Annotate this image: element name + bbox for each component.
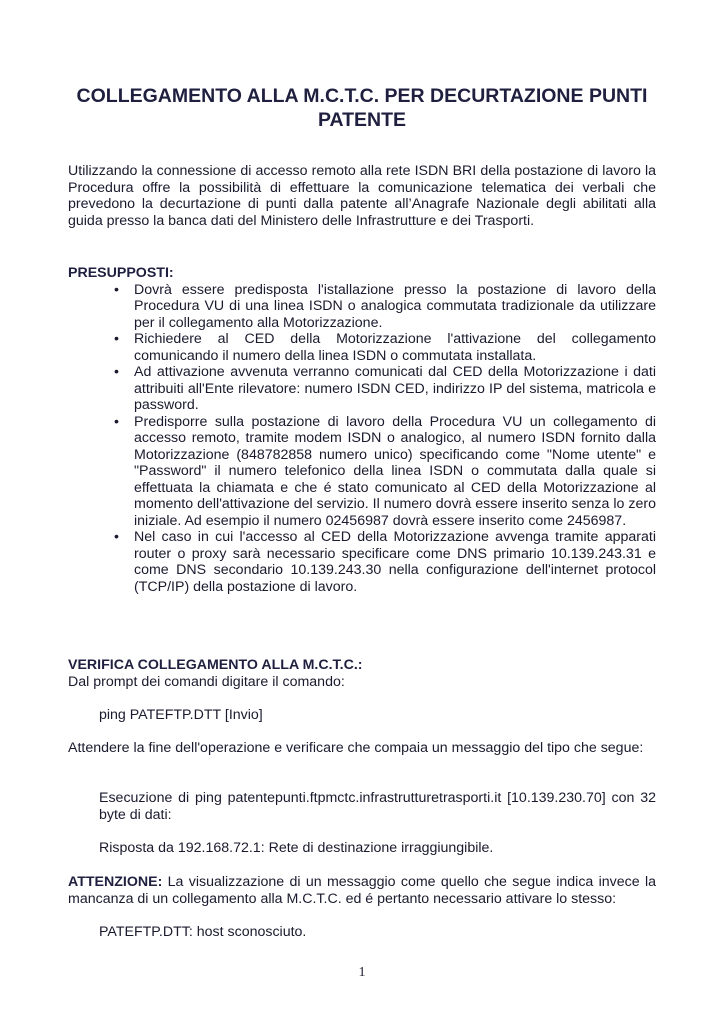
list-item xyxy=(68,364,656,414)
bullet-icon: • xyxy=(114,529,119,545)
intro-paragraph: Utilizzando la connessione di accesso remoto alla rete ISDN BRI della postazione di lavoro la Procedura offre la possibilità di effettuare la comunicazione telematica dei verbali che prevedono la decurtazione di punti dalla patente all’Anagrafe Nazionale degli abilitati alla guida presso la banca dati del Ministero delle Infrastrutture e dei Trasporti. xyxy=(68,163,656,229)
verifica-heading: VERIFICA COLLEGAMENTO ALLA M.C.T.C.: xyxy=(68,657,363,673)
attenzione-text: La visualizzazione di un messaggio come quello che segue indica invece la mancanza di un collegamento alla M.C.T.C. ed é pertanto necessario attivare lo stesso: xyxy=(68,874,656,907)
list-item xyxy=(68,529,656,595)
attenzione-label: ATTENZIONE: xyxy=(68,874,163,890)
presupposti-heading: PRESUPPOSTI: xyxy=(68,265,174,281)
list-item xyxy=(68,331,656,364)
bullet-icon: • xyxy=(114,413,119,430)
list-item-text: Nel caso in cui l'accesso al CED della Motorizzazione avvenga tramite apparati router o proxy sarà necessario specificare come DNS primario 10.139.243.31 e come DNS secondario 10.139.243.30 nella configurazione dell'internet protocol (TCP/IP) della postazione di lavoro. xyxy=(134,529,656,595)
list-item-text: Richiedere al CED della Motorizzazione l'attivazione del collegamento comunicando il numero della linea ISDN o commutata installata. xyxy=(134,331,656,364)
list-item-text: Dovrà essere predisposta l'istallazione presso la postazione di lavoro della Procedura VU di una linea ISDN o analogica commutata tradizionale da utilizzare per il collegamento alla Motorizzazione. xyxy=(134,281,656,331)
list-item xyxy=(68,414,656,530)
list-item-text: Predisporre sulla postazione di lavoro della Procedura VU un collegamento di accesso remoto, tramite modem ISDN o analogico, al numero ISDN fornito dalla Motorizzazione (848782858 numero unico) specificando come "Nome utente" e "Password" il numero telefonico della linea ISDN o commutata dalla quale si effettuata la chiamata e che é stato comunicato al CED della Motorizzazione al momento dell'attivazione del servizio. Il numero dovrà essere inserito senza lo zero iniziale. Ad esempio il numero 02456987 dovrà essere inserito come 2456987. xyxy=(134,413,656,529)
page-number: 1 xyxy=(358,965,366,980)
presupposti-section xyxy=(68,265,656,595)
verifica-text: Dal prompt dei comandi digitare il comando: xyxy=(68,673,345,690)
bullet-icon: • xyxy=(114,364,119,380)
bullet-icon: • xyxy=(114,331,119,347)
presupposti-list xyxy=(68,282,656,596)
ping-command: ping PATEFTP.DTT [Invio] xyxy=(99,707,263,723)
attendere-paragraph: Attendere la fine dell'operazione e verificare che compaia un messaggio del tipo che segue: xyxy=(68,740,644,756)
verifica-section xyxy=(68,657,656,690)
bullet-icon: • xyxy=(114,281,119,298)
esecuzione-output: Esecuzione di ping patentepunti.ftpmctc.infrastrutturetrasporti.it [10.139.230.70] con 32 byte di dati: xyxy=(99,790,656,823)
list-item-text: Ad attivazione avvenuta verranno comunicati dal CED della Motorizzazione i dati attribuiti all'Ente rilevatore: numero ISDN CED, indirizzo IP del sistema, matricola e password. xyxy=(134,364,656,413)
host-output: PATEFTP.DTT: host sconosciuto. xyxy=(99,924,307,940)
list-item xyxy=(68,282,656,332)
attenzione-paragraph xyxy=(68,874,656,907)
risposta-output: Risposta da 192.168.72.1: Rete di destinazione irraggiungibile. xyxy=(99,840,494,856)
page-title: COLLEGAMENTO ALLA M.C.T.C. PER DECURTAZIONE PUNTI PATENTE xyxy=(76,85,648,131)
